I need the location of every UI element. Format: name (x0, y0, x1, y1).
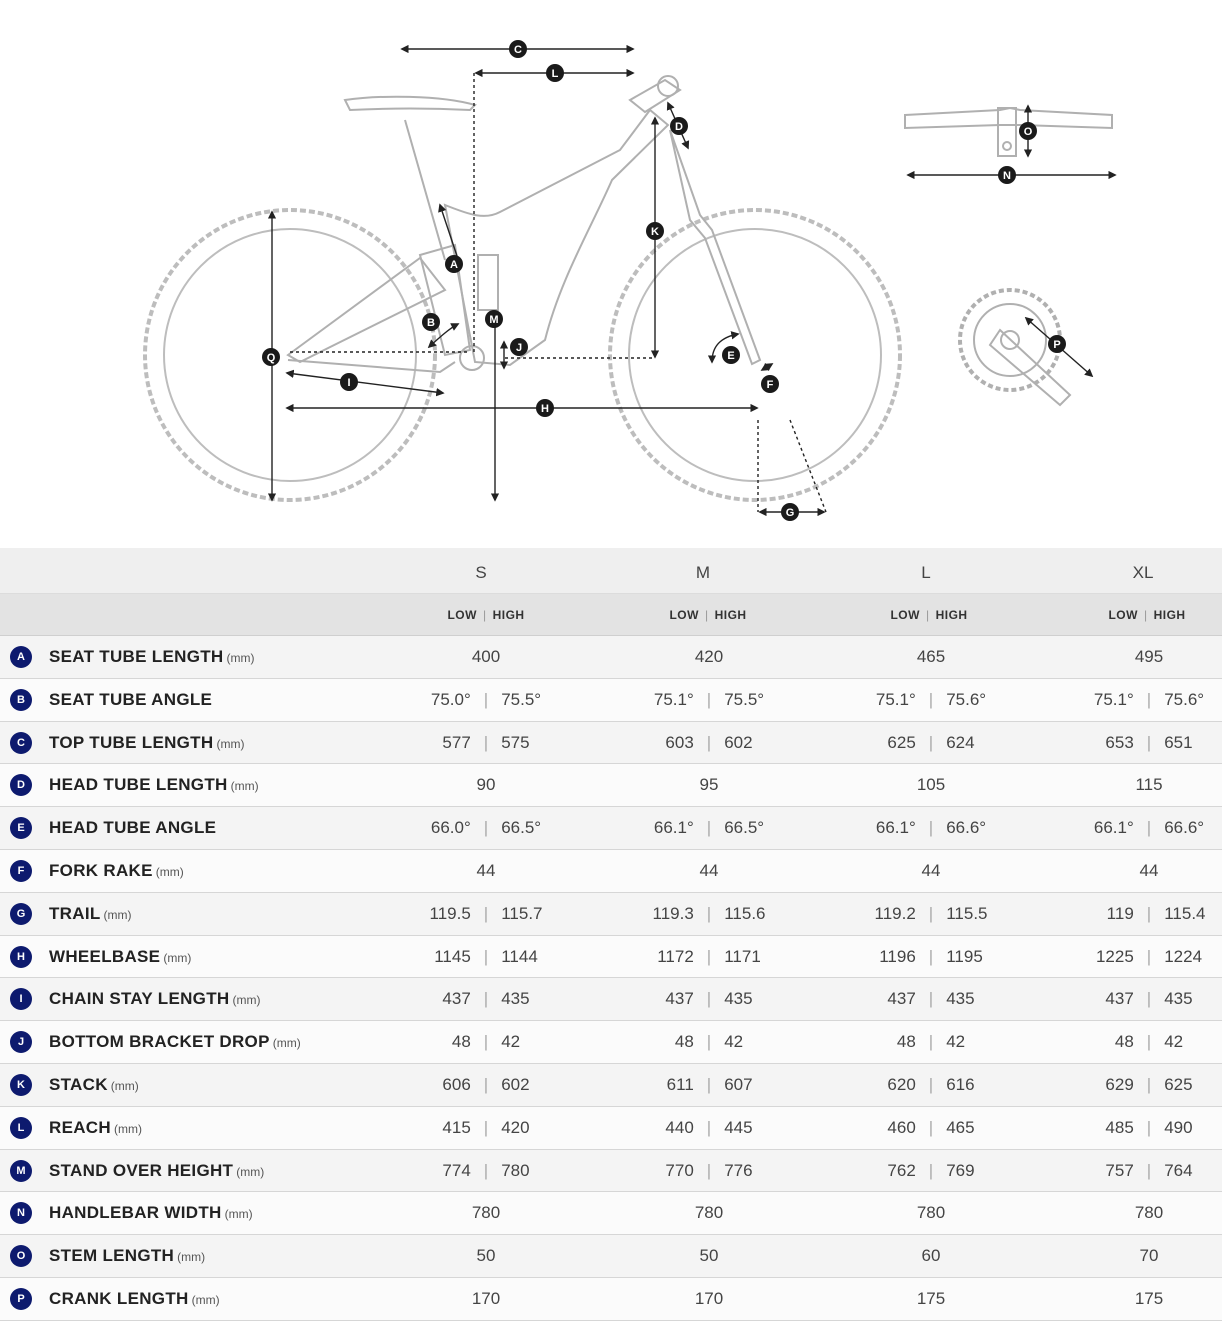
table-row (0, 807, 1222, 850)
low-high-label: LOW | HIGH (447, 608, 525, 622)
row-letter-badge: H (10, 946, 32, 968)
table-row (0, 679, 1222, 722)
value-cell-low-high: 75.0° | 75.5° (430, 689, 542, 709)
svg-text:P: P (1053, 339, 1061, 351)
value-cell: 90 (476, 775, 496, 795)
row-letter-badge: I (10, 988, 32, 1010)
value-cell-low-high: 485 | 490 (1105, 1117, 1193, 1137)
value-cell-low-high: 48 | 42 (1114, 1032, 1184, 1052)
svg-text:B: B (427, 317, 435, 329)
value-cell: 780 (916, 1203, 946, 1223)
table-row (0, 1107, 1222, 1150)
row-label: HANDLEBAR WIDTH (mm) (49, 1203, 253, 1223)
row-label: STAND OVER HEIGHT (mm) (49, 1160, 265, 1180)
row-label: BOTTOM BRACKET DROP (mm) (49, 1032, 301, 1052)
marker-o (1019, 122, 1037, 140)
value-cell-low-high: 460 | 465 (887, 1117, 975, 1137)
value-cell: 44 (1139, 860, 1159, 880)
size-header-row (0, 548, 1222, 594)
value-cell: 60 (921, 1246, 941, 1266)
value-cell-low-high: 48 | 42 (896, 1032, 966, 1052)
row-letter-badge: N (10, 1202, 32, 1224)
value-cell-low-high: 440 | 445 (665, 1117, 753, 1137)
value-cell-low-high: 119.2 | 115.5 (874, 903, 988, 923)
svg-text:O: O (1023, 126, 1033, 138)
svg-text:J: J (515, 342, 523, 354)
row-label: STACK (mm) (49, 1074, 139, 1094)
value-cell: 170 (471, 1288, 501, 1308)
svg-text:A: A (450, 259, 458, 271)
marker-c (509, 40, 527, 58)
row-letter-badge: K (10, 1074, 32, 1096)
value-cell-low-high: 437 | 435 (442, 989, 530, 1009)
svg-text:E: E (727, 350, 735, 362)
marker-q (262, 348, 280, 366)
row-label: CHAIN STAY LENGTH (mm) (49, 989, 261, 1009)
row-letter-badge: A (10, 646, 32, 668)
value-cell: 400 (471, 647, 501, 666)
marker-h (536, 399, 554, 417)
value-cell-low-high: 48 | 42 (674, 1032, 744, 1052)
value-cell: 44 (476, 860, 496, 880)
low-high-header-row (0, 594, 1222, 636)
table-row (0, 850, 1222, 893)
low-high-label: LOW | HIGH (890, 608, 968, 622)
row-label: WHEELBASE (mm) (49, 946, 192, 966)
row-label: FORK RAKE (mm) (49, 860, 184, 880)
value-cell-low-high: 119.3 | 115.6 (652, 903, 766, 923)
value-cell-low-high: 66.1° | 66.5° (653, 818, 765, 838)
value-cell: 50 (699, 1246, 719, 1266)
value-cell-low-high: 437 | 435 (887, 989, 975, 1009)
value-cell: 495 (1134, 647, 1164, 666)
size-header-m: M (695, 563, 711, 582)
geometry-diagram (0, 0, 1222, 548)
front-wheel (610, 210, 900, 500)
value-cell-low-high: 629 | 625 (1105, 1074, 1193, 1094)
marker-i (340, 373, 358, 391)
value-cell: 95 (699, 775, 719, 795)
marker-b (422, 313, 440, 331)
svg-text:F: F (766, 379, 774, 391)
svg-text:G: G (785, 507, 795, 519)
value-cell-low-high: 415 | 420 (442, 1117, 530, 1137)
table-row (0, 936, 1222, 979)
value-cell-low-high: 653 | 651 (1105, 732, 1193, 752)
value-cell-low-high: 757 | 764 (1105, 1160, 1193, 1180)
size-header-s: S (475, 563, 487, 582)
size-header-l: L (921, 563, 931, 582)
svg-text:I: I (347, 377, 351, 389)
marker-p (1048, 335, 1066, 353)
value-cell-low-high: 437 | 435 (1105, 989, 1193, 1009)
table-row (0, 764, 1222, 807)
value-cell: 175 (916, 1288, 946, 1308)
value-cell-low-high: 66.1° | 66.6° (1093, 818, 1205, 838)
value-cell-low-high: 75.1° | 75.6° (1093, 689, 1205, 709)
table-row (0, 1192, 1222, 1235)
row-label: SEAT TUBE LENGTH (mm) (49, 647, 255, 666)
marker-f (761, 375, 779, 393)
value-cell-low-high: 603 | 602 (665, 732, 753, 752)
row-letter-badge: C (10, 732, 32, 754)
value-cell: 70 (1139, 1246, 1159, 1266)
row-label: HEAD TUBE LENGTH (mm) (49, 775, 259, 795)
value-cell-low-high: 75.1° | 75.5° (653, 689, 765, 709)
row-label: TOP TUBE LENGTH (mm) (49, 732, 245, 752)
svg-text:C: C (514, 44, 522, 56)
value-cell: 780 (694, 1203, 724, 1223)
row-letter-badge: M (10, 1160, 32, 1182)
row-label: HEAD TUBE ANGLE (49, 818, 217, 838)
value-cell-low-high: 625 | 624 (887, 732, 975, 752)
value-cell: 44 (699, 860, 719, 880)
value-cell: 175 (1134, 1288, 1164, 1308)
table-row (0, 1235, 1222, 1278)
marker-e (722, 346, 740, 364)
value-cell-low-high: 770 | 776 (665, 1160, 753, 1180)
value-cell: 115 (1135, 775, 1163, 795)
svg-text:D: D (675, 121, 683, 133)
value-cell: 465 (916, 647, 946, 666)
handlebar-drawing (905, 108, 1112, 156)
table-row (0, 636, 1222, 679)
value-cell-low-high: 437 | 435 (665, 989, 753, 1009)
rear-wheel (145, 210, 435, 500)
row-label: REACH (mm) (49, 1117, 142, 1137)
row-label: CRANK LENGTH (mm) (49, 1288, 220, 1308)
value-cell-low-high: 66.0° | 66.5° (430, 818, 542, 838)
row-letter-badge: E (10, 817, 32, 839)
value-cell: 170 (694, 1288, 724, 1308)
value-cell-low-high: 577 | 575 (442, 732, 530, 752)
svg-text:H: H (541, 403, 549, 415)
value-cell-low-high: 606 | 602 (442, 1074, 530, 1094)
dimension-lines (272, 49, 1115, 512)
row-letter-badge: L (10, 1117, 32, 1139)
value-cell-low-high: 774 | 780 (442, 1160, 530, 1180)
bike-geometry-drawing (0, 0, 1222, 548)
table-row (0, 1278, 1222, 1321)
row-label: SEAT TUBE ANGLE (49, 689, 213, 709)
table-row (0, 1064, 1222, 1107)
value-cell-low-high: 119.5 | 115.7 (429, 903, 543, 923)
svg-text:Q: Q (266, 352, 276, 364)
geometry-rows (0, 636, 1222, 1321)
row-letter-badge: D (10, 774, 32, 796)
size-header-xl: XL (1132, 563, 1154, 582)
marker-k (646, 222, 664, 240)
marker-j (510, 338, 528, 356)
marker-n (998, 166, 1016, 184)
value-cell-low-high: 48 | 42 (451, 1032, 521, 1052)
value-cell-low-high: 762 | 769 (887, 1160, 975, 1180)
row-letter-badge: G (10, 903, 32, 925)
row-letter-badge: J (10, 1031, 32, 1053)
marker-m (485, 310, 503, 328)
table-row (0, 978, 1222, 1021)
marker-g (781, 503, 799, 521)
row-letter-badge: P (10, 1288, 32, 1310)
row-letter-badge: O (10, 1245, 32, 1267)
svg-text:K: K (651, 226, 659, 238)
value-cell: 780 (1134, 1203, 1164, 1223)
table-row (0, 893, 1222, 936)
value-cell: 44 (921, 860, 941, 880)
marker-d (670, 117, 688, 135)
value-cell: 50 (476, 1246, 496, 1266)
row-label: TRAIL (mm) (49, 903, 132, 923)
value-cell-low-high: 611 | 607 (666, 1074, 753, 1094)
geometry-table (0, 548, 1222, 1321)
value-cell: 780 (471, 1203, 501, 1223)
value-cell-low-high: 1225 | 1224 (1095, 946, 1203, 966)
table-row (0, 722, 1222, 765)
low-high-label: LOW | HIGH (1108, 608, 1186, 622)
value-cell-low-high: 1196 | 1195 (879, 946, 983, 966)
svg-text:L: L (551, 68, 559, 80)
value-cell-low-high: 620 | 616 (887, 1074, 975, 1094)
value-cell: 105 (916, 775, 946, 795)
value-cell-low-high: 1145 | 1144 (434, 946, 538, 966)
table-row (0, 1021, 1222, 1064)
row-letter-badge: F (10, 860, 32, 882)
value-cell: 420 (694, 647, 724, 666)
value-cell-low-high: 119 | 115.4 (1106, 903, 1206, 923)
low-high-label: LOW | HIGH (669, 608, 747, 622)
svg-text:N: N (1003, 170, 1011, 182)
table-row (0, 1150, 1222, 1193)
value-cell-low-high: 1172 | 1171 (657, 946, 761, 966)
marker-l (546, 64, 564, 82)
row-letter-badge: B (10, 689, 32, 711)
marker-a (445, 255, 463, 273)
value-cell-low-high: 75.1° | 75.6° (875, 689, 987, 709)
value-cell-low-high: 66.1° | 66.6° (875, 818, 987, 838)
row-label: STEM LENGTH (mm) (49, 1246, 206, 1266)
svg-text:M: M (489, 314, 499, 326)
